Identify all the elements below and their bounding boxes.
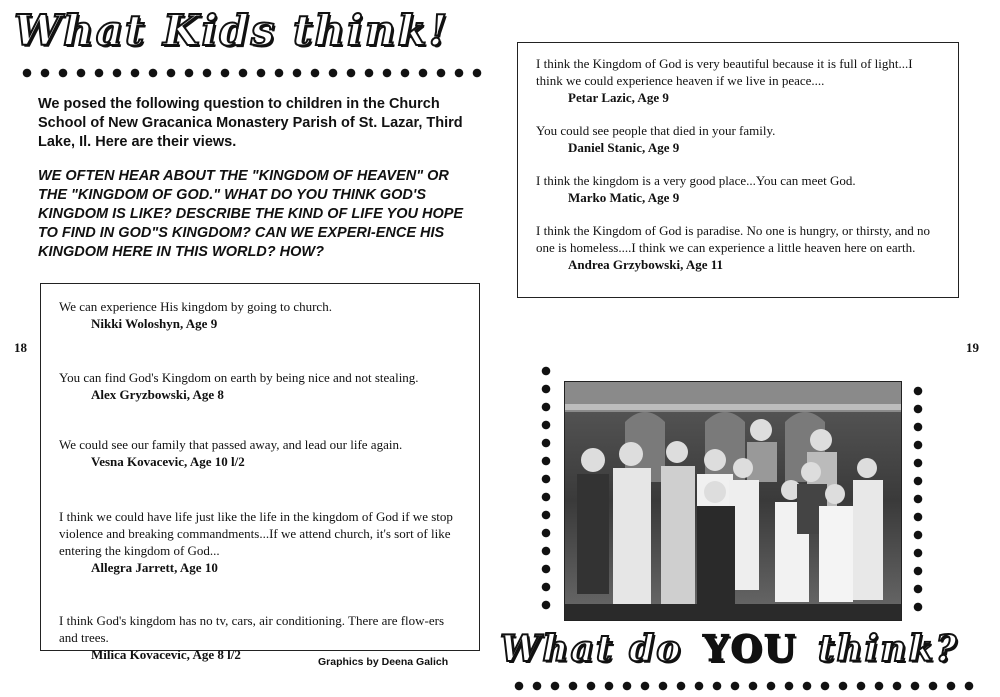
page-number-left: 18 [14, 340, 27, 355]
response-author: Daniel Stanic, Age 9 [568, 140, 680, 155]
question-text: WE OFTEN HEAR ABOUT THE "KINGDOM OF HEAVEN" OR THE "KINGDOM OF GOD." WHAT DO YOU THINK GOD'S KINGDOM IS LIKE? DESCRIBE THE KIND OF LIFE YOU HOPE TO FIND IN GOD"S KINGDOM? CAN WE EXPERI-ENCE HIS KINGDOM HERE IN THIS WORLD? HOW? [38, 168, 464, 260]
group-photo [564, 381, 902, 621]
response-author: Petar Lazic, Age 9 [568, 90, 669, 105]
page-number-right: 19 [966, 340, 979, 355]
response-item [59, 436, 461, 470]
intro-text: We posed the following question to children in the Church School of New Gracanica Monastery Parish of St. Lazar, Third Lake, Il. Here are their views. [38, 96, 463, 150]
response-text: I think the kingdom is a very good place...You can meet God. [536, 173, 856, 188]
response-item [59, 508, 461, 576]
response-item [536, 172, 942, 206]
children-group-illustration [565, 382, 901, 620]
response-text: I think the Kingdom of God is very beautiful because it is full of light...I think we could experience heaven if we live in peace.... [536, 56, 913, 88]
response-author: Nikki Woloshyn, Age 9 [91, 316, 218, 331]
question-section [38, 167, 468, 262]
footer-banner-part1: What do [500, 628, 683, 670]
response-text: You can find God's Kingdom on earth by being nice and not stealing. [59, 370, 419, 385]
left-title-banner: What Kids think! [14, 6, 449, 55]
response-author: Marko Matic, Age 9 [568, 190, 680, 205]
response-author: Milica Kovacevic, Age 8 l/2 [91, 647, 241, 662]
footer-banner-part3: think? [817, 628, 959, 670]
response-text: I think the Kingdom of God is paradise. No one is hungry, or thirsty, and no one is homeless....I think we can experience a little heaven here on earth. [536, 223, 931, 255]
response-text: I think we could have life just like the life in the kingdom of God if we stop violence and breaking commandments...If we attend church, it's sort of like entering the kingdom of God... [59, 509, 453, 558]
footer-banner [500, 628, 959, 670]
photo-frame-right-dots [913, 382, 923, 614]
response-item [536, 222, 942, 273]
response-author: Andrea Grzybowski, Age 11 [568, 257, 724, 272]
response-item [536, 122, 942, 156]
response-text: You could see people that died in your family. [536, 123, 776, 138]
response-item [59, 298, 461, 332]
response-text: We could see our family that passed away, and lead our life again. [59, 437, 403, 452]
footer-dot-rule [510, 681, 980, 691]
right-responses-box [517, 42, 959, 298]
photo-frame-left-dots [541, 362, 551, 612]
footer-banner-you: YOU [702, 628, 798, 670]
response-author: Alex Gryzbowski, Age 8 [91, 387, 224, 402]
response-author: Vesna Kovacevic, Age 10 l/2 [91, 454, 245, 469]
intro-section [38, 95, 468, 152]
response-item [536, 55, 942, 106]
response-text: We can experience His kingdom by going to church. [59, 299, 332, 314]
response-text: I think God's kingdom has no tv, cars, air conditioning. There are flow-ers and trees. [59, 613, 445, 645]
response-author: Allegra Jarrett, Age 10 [91, 560, 218, 575]
graphics-credit: Graphics by Deena Galich [318, 656, 449, 668]
response-item [59, 369, 461, 403]
title-dot-rule [18, 68, 488, 78]
